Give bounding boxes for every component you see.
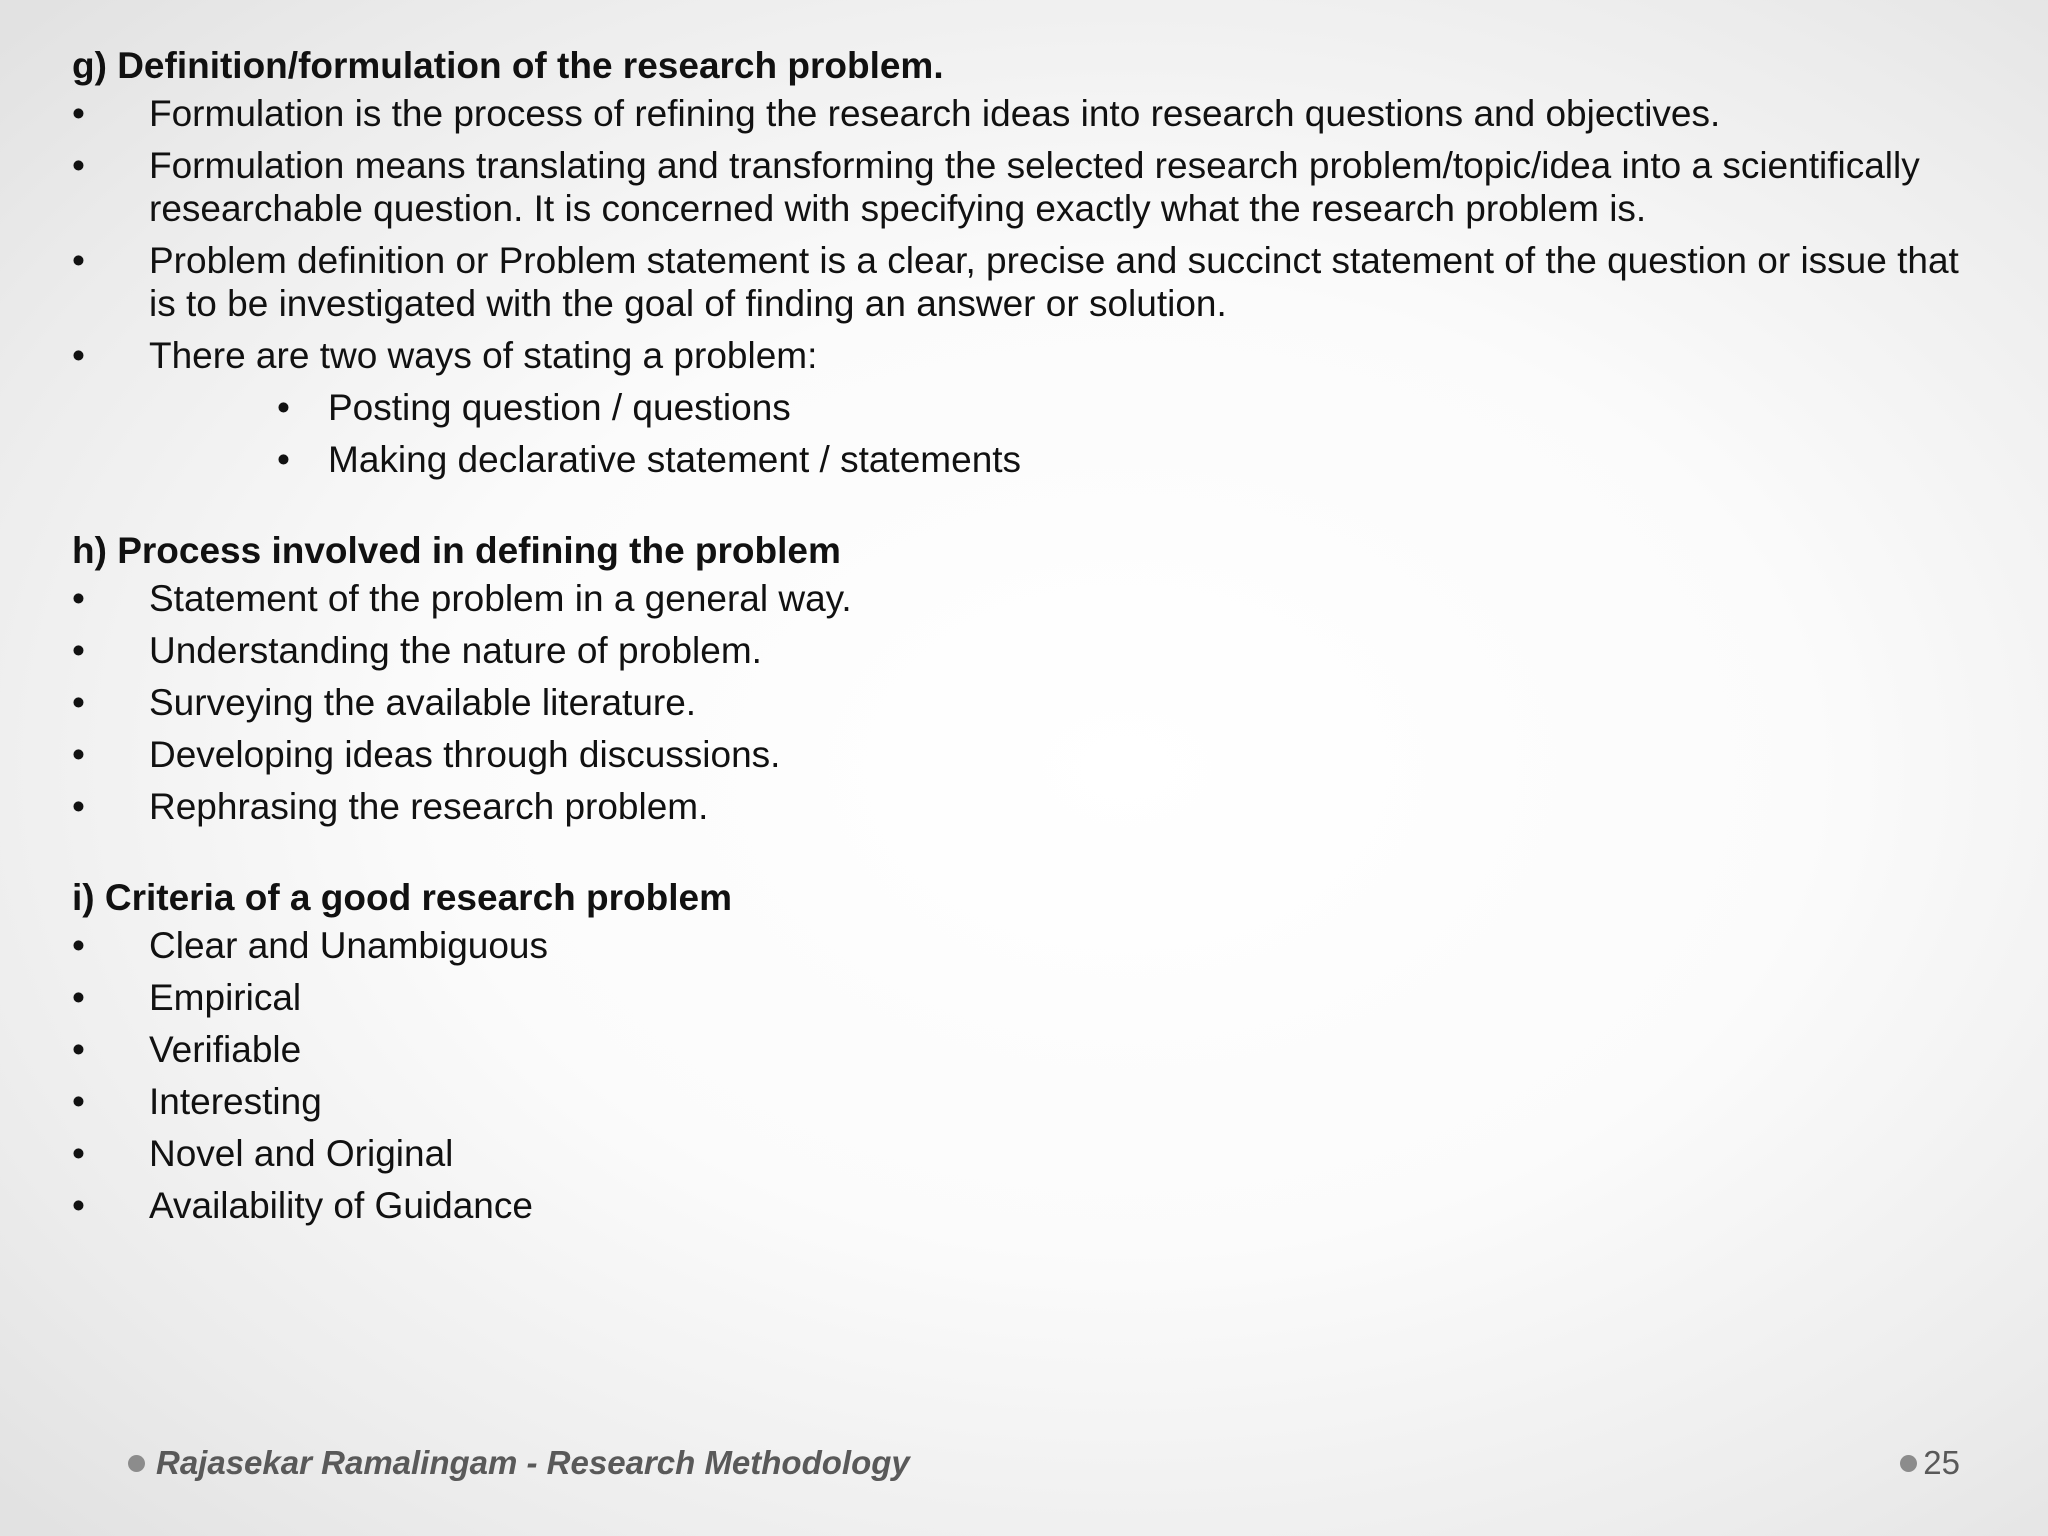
list-item bbox=[72, 239, 1972, 325]
bullet-icon: • bbox=[72, 1133, 85, 1174]
section-spacer bbox=[72, 490, 1972, 525]
slide-content bbox=[72, 40, 1972, 1236]
bullet-icon: • bbox=[72, 925, 85, 966]
bullet-text: Surveying the available literature. bbox=[149, 682, 697, 723]
bullet-icon: • bbox=[72, 240, 85, 281]
bullet-icon: • bbox=[277, 387, 290, 428]
bullet-icon: • bbox=[72, 578, 85, 619]
list-item bbox=[72, 1028, 1972, 1071]
bullet-text: Statement of the problem in a general way. bbox=[149, 578, 852, 619]
list-item bbox=[72, 577, 1972, 620]
list-item bbox=[72, 924, 1972, 967]
bullet-icon: • bbox=[72, 1081, 85, 1122]
list-item bbox=[72, 976, 1972, 1019]
section-g-sub-bullet-list bbox=[72, 386, 1972, 481]
bullet-text: Formulation means translating and transforming the selected research problem/topic/idea into a scientifically researchable question. It is concerned with specifying exactly what the research problem is. bbox=[149, 145, 1920, 229]
bullet-icon: • bbox=[72, 145, 85, 186]
section-g bbox=[72, 40, 1972, 481]
bullet-text: There are two ways of stating a problem: bbox=[149, 335, 818, 376]
bullet-icon: • bbox=[72, 1029, 85, 1070]
list-item bbox=[72, 733, 1972, 776]
bullet-icon: • bbox=[72, 786, 85, 827]
bullet-text: Availability of Guidance bbox=[149, 1185, 533, 1226]
footer-dot-icon bbox=[128, 1455, 145, 1472]
bullet-icon: • bbox=[72, 335, 85, 376]
sub-list-item bbox=[72, 386, 1972, 429]
footer-text: Rajasekar Ramalingam - Research Methodology bbox=[156, 1444, 910, 1481]
bullet-text: Rephrasing the research problem. bbox=[149, 786, 709, 827]
section-g-heading: g) Definition/formulation of the research problem. bbox=[72, 45, 944, 86]
bullet-text: Clear and Unambiguous bbox=[149, 925, 549, 966]
list-item bbox=[72, 144, 1972, 230]
bullet-icon: • bbox=[72, 977, 85, 1018]
bullet-icon: • bbox=[277, 439, 290, 480]
list-item bbox=[72, 1132, 1972, 1175]
list-item bbox=[72, 681, 1972, 724]
sub-list-item bbox=[72, 438, 1972, 481]
section-g-bullet-list bbox=[72, 92, 1972, 377]
list-item bbox=[72, 1184, 1972, 1227]
page-dot-icon bbox=[1900, 1455, 1917, 1472]
list-item bbox=[72, 92, 1972, 135]
section-h-heading: h) Process involved in defining the problem bbox=[72, 530, 841, 571]
bullet-icon: • bbox=[72, 630, 85, 671]
bullet-text: Understanding the nature of problem. bbox=[149, 630, 762, 671]
section-spacer bbox=[72, 837, 1972, 872]
bullet-text: Making declarative statement / statements bbox=[328, 439, 1022, 480]
section-i bbox=[72, 872, 1972, 1227]
bullet-text: Interesting bbox=[149, 1081, 322, 1122]
section-h bbox=[72, 525, 1972, 828]
list-item bbox=[72, 629, 1972, 672]
bullet-text: Formulation is the process of refining the research ideas into research questions and objectives. bbox=[149, 93, 1721, 134]
bullet-text: Verifiable bbox=[149, 1029, 302, 1070]
bullet-icon: • bbox=[72, 93, 85, 134]
bullet-icon: • bbox=[72, 682, 85, 723]
list-item bbox=[72, 334, 1972, 377]
list-item bbox=[72, 785, 1972, 828]
bullet-text: Developing ideas through discussions. bbox=[149, 734, 781, 775]
bullet-text: Empirical bbox=[149, 977, 302, 1018]
section-h-bullet-list bbox=[72, 577, 1972, 828]
list-item bbox=[72, 1080, 1972, 1123]
section-i-heading: i) Criteria of a good research problem bbox=[72, 877, 732, 918]
page-number: 25 bbox=[1923, 1444, 1960, 1481]
bullet-text: Posting question / questions bbox=[328, 387, 791, 428]
bullet-icon: • bbox=[72, 734, 85, 775]
section-i-bullet-list bbox=[72, 924, 1972, 1227]
page-number-area bbox=[1900, 1444, 1960, 1482]
bullet-icon: • bbox=[72, 1185, 85, 1226]
footer bbox=[128, 1444, 910, 1482]
bullet-text: Problem definition or Problem statement is a clear, precise and succinct statement of the question or issue that is to be investigated with the goal of finding an answer or solution. bbox=[149, 240, 1959, 324]
bullet-text: Novel and Original bbox=[149, 1133, 454, 1174]
